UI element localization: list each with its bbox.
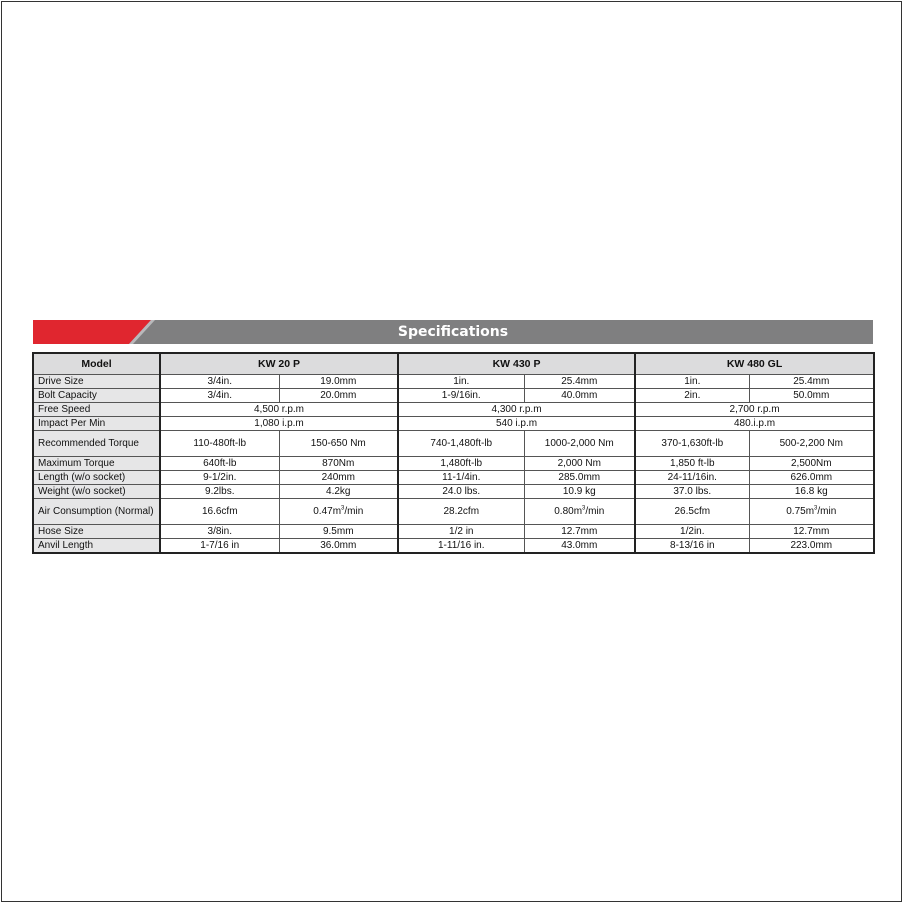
table-cell: 11-1/4in. [398, 471, 524, 485]
table-cell: 4.2kg [279, 485, 398, 499]
table-cell: 4,500 r.p.m [160, 403, 398, 417]
table-cell: 10.9 kg [524, 485, 635, 499]
model-kw430p-header: KW 430 P [398, 353, 635, 375]
specifications-table [32, 352, 875, 554]
banner-title: Specifications [397, 324, 509, 340]
table-cell: 1,850 ft-lb [635, 457, 749, 471]
table-cell: 9.2lbs. [160, 485, 279, 499]
table-cell: 12.7mm [749, 525, 874, 539]
table-cell: 40.0mm [524, 389, 635, 403]
table-row [33, 431, 874, 457]
table-cell: 24-11/16in. [635, 471, 749, 485]
table-cell: 110-480ft-lb [160, 431, 279, 457]
row-label: Hose Size [33, 525, 160, 539]
table-cell: 36.0mm [279, 539, 398, 554]
table-cell: 9.5mm [279, 525, 398, 539]
table-row [33, 389, 874, 403]
row-label: Bolt Capacity [33, 389, 160, 403]
table-cell: 26.5cfm [635, 499, 749, 525]
row-label: Length (w/o socket) [33, 471, 160, 485]
table-cell: 540 i.p.m [398, 417, 635, 431]
table-cell: 3/8in. [160, 525, 279, 539]
row-label: Anvil Length [33, 539, 160, 554]
model-header: Model [33, 353, 160, 375]
table-cell: 1-7/16 in [160, 539, 279, 554]
table-cell: 2,000 Nm [524, 457, 635, 471]
table-row [33, 525, 874, 539]
row-label: Drive Size [33, 375, 160, 389]
row-label: Air Consumption (Normal) [33, 499, 160, 525]
table-cell: 1000-2,000 Nm [524, 431, 635, 457]
table-cell: 37.0 lbs. [635, 485, 749, 499]
table-cell: 43.0mm [524, 539, 635, 554]
table-cell: 3/4in. [160, 375, 279, 389]
table-cell: 1,080 i.p.m [160, 417, 398, 431]
table-cell: 16.8 kg [749, 485, 874, 499]
table-cell: 740-1,480ft-lb [398, 431, 524, 457]
table-cell: 150-650 Nm [279, 431, 398, 457]
table-cell: 1in. [398, 375, 524, 389]
table-cell: 24.0 lbs. [398, 485, 524, 499]
table-cell: 1-9/16in. [398, 389, 524, 403]
table-cell: 9-1/2in. [160, 471, 279, 485]
table-cell: 3/4in. [160, 389, 279, 403]
table-cell: 2in. [635, 389, 749, 403]
table-cell: 25.4mm [749, 375, 874, 389]
table-cell: 50.0mm [749, 389, 874, 403]
table-cell: $0.47m^3/\min$ [279, 499, 398, 525]
table-row [33, 403, 874, 417]
table-cell: 1/2 in [398, 525, 524, 539]
table-cell: 12.7mm [524, 525, 635, 539]
table-cell: 626.0mm [749, 471, 874, 485]
table-row [33, 457, 874, 471]
table-cell: 25.4mm [524, 375, 635, 389]
table-cell: 2,500Nm [749, 457, 874, 471]
table-cell: 28.2cfm [398, 499, 524, 525]
table-cell: 20.0mm [279, 389, 398, 403]
table-cell: 4,300 r.p.m [398, 403, 635, 417]
table-cell: 1/2in. [635, 525, 749, 539]
table-row [33, 375, 874, 389]
table-row [33, 417, 874, 431]
row-label: Weight (w/o socket) [33, 485, 160, 499]
table-cell: 640ft-lb [160, 457, 279, 471]
table-cell: 19.0mm [279, 375, 398, 389]
table-cell: 16.6cfm [160, 499, 279, 525]
table-cell: 870Nm [279, 457, 398, 471]
model-kw20p-header: KW 20 P [160, 353, 398, 375]
row-label: Recommended Torque [33, 431, 160, 457]
table-row [33, 499, 874, 525]
table-cell: 285.0mm [524, 471, 635, 485]
table-cell: 1-11/16 in. [398, 539, 524, 554]
table-cell: 223.0mm [749, 539, 874, 554]
table-row [33, 471, 874, 485]
model-kw480gl-header: KW 480 GL [635, 353, 874, 375]
table-cell: 480.i.p.m [635, 417, 874, 431]
table-cell: 8-13/16 in [635, 539, 749, 554]
row-label: Free Speed [33, 403, 160, 417]
table-row [33, 485, 874, 499]
specifications-banner [33, 320, 873, 344]
table-row [33, 539, 874, 554]
row-label: Maximum Torque [33, 457, 160, 471]
table-cell: 2,700 r.p.m [635, 403, 874, 417]
table-cell: 1in. [635, 375, 749, 389]
table-header-row [33, 353, 874, 375]
row-label: Impact Per Min [33, 417, 160, 431]
table-cell: 1,480ft-lb [398, 457, 524, 471]
table-cell: 500-2,200 Nm [749, 431, 874, 457]
table-cell: 370-1,630ft-lb [635, 431, 749, 457]
table-cell: 240mm [279, 471, 398, 485]
table-cell: $0.75m^3/\min$ [749, 499, 874, 525]
table-cell: $0.80m^3/\min$ [524, 499, 635, 525]
